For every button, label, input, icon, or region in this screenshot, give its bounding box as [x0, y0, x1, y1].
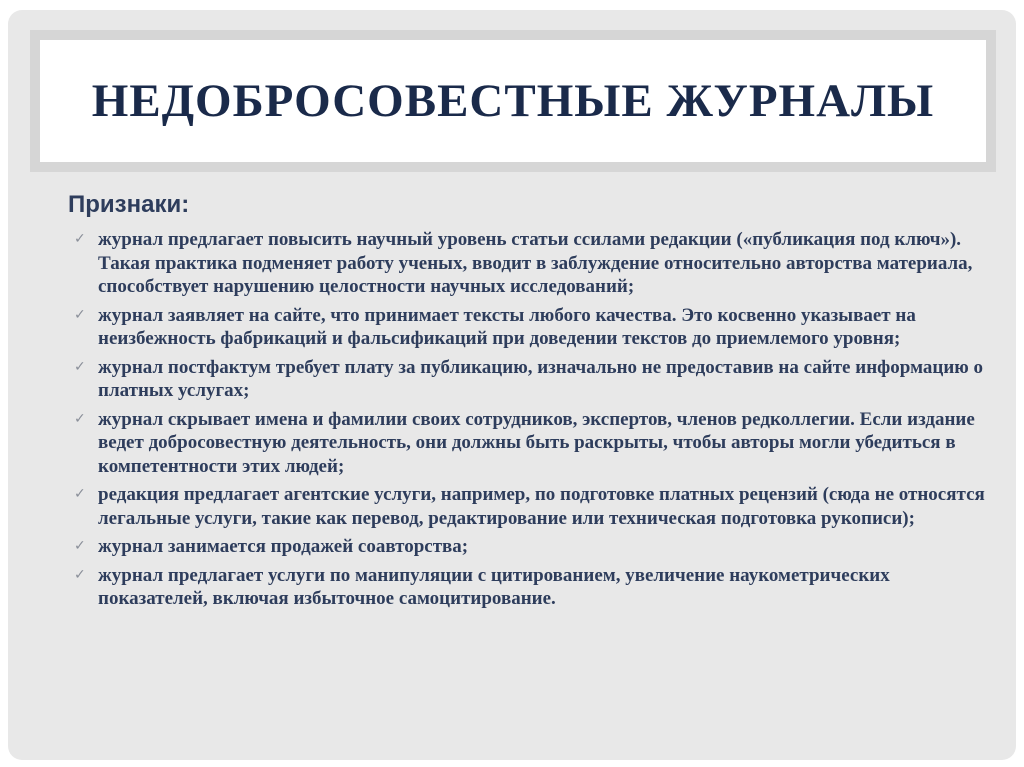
list-item	[68, 483, 988, 530]
section-heading: Признаки:	[68, 191, 190, 218]
list-item	[68, 304, 988, 351]
list-item-text: редакция предлагает агентские услуги, например, по подготовке платных рецензий (сюда не относятся легальные услуги, такие как перевод, редактирование или техническая подготовка рукописи);	[98, 484, 985, 529]
check-icon: ✓	[74, 306, 86, 323]
list-item	[68, 535, 988, 559]
list-item	[68, 564, 988, 611]
title-box	[40, 40, 986, 162]
list-item	[68, 356, 988, 403]
list-item-text: журнал постфактум требует плату за публикацию, изначально не предоставив на сайте информацию о платных услугах;	[98, 356, 984, 401]
check-icon: ✓	[74, 566, 86, 583]
signs-list	[68, 228, 988, 611]
slide-title: НЕДОБРОСОВЕСТНЫЕ ЖУРНАЛЫ	[91, 75, 935, 127]
slide	[8, 10, 1016, 760]
title-frame	[30, 30, 996, 172]
list-item-text: журнал предлагает повысить научный уровень статьи ссилами редакции («публикация под ключ»). Такая практика подменяет работу ученых, вводит в заблуждение относительно авторства материала, способствует нарушению целостности научных исследований;	[98, 229, 973, 297]
check-icon: ✓	[74, 410, 86, 427]
list-item	[68, 228, 988, 299]
list-item	[68, 408, 988, 479]
list-item-text: журнал предлагает услуги по манипуляции с цитированием, увеличение наукометрических показателей, включая избыточное самоцитирование.	[98, 564, 890, 609]
list-item-text: журнал занимается продажей соавторства;	[98, 536, 469, 557]
check-icon: ✓	[74, 486, 86, 502]
check-icon: ✓	[74, 231, 86, 247]
check-icon: ✓	[74, 358, 86, 375]
list-item-text: журнал скрывает имена и фамилии своих сотрудников, экспертов, членов редколлегии. Если издание ведет добросовестную деятельность, они должны быть раскрыты, чтобы авторы могли убедиться в компетентности этих людей;	[98, 408, 975, 477]
slide-content	[68, 190, 988, 616]
check-icon: ✓	[74, 538, 86, 554]
list-item-text: журнал заявляет на сайте, что принимает тексты любого качества. Это косвенно указывает на неизбежность фабрикаций и фальсификаций при доведении текстов до приемлемого уровня;	[98, 304, 916, 349]
